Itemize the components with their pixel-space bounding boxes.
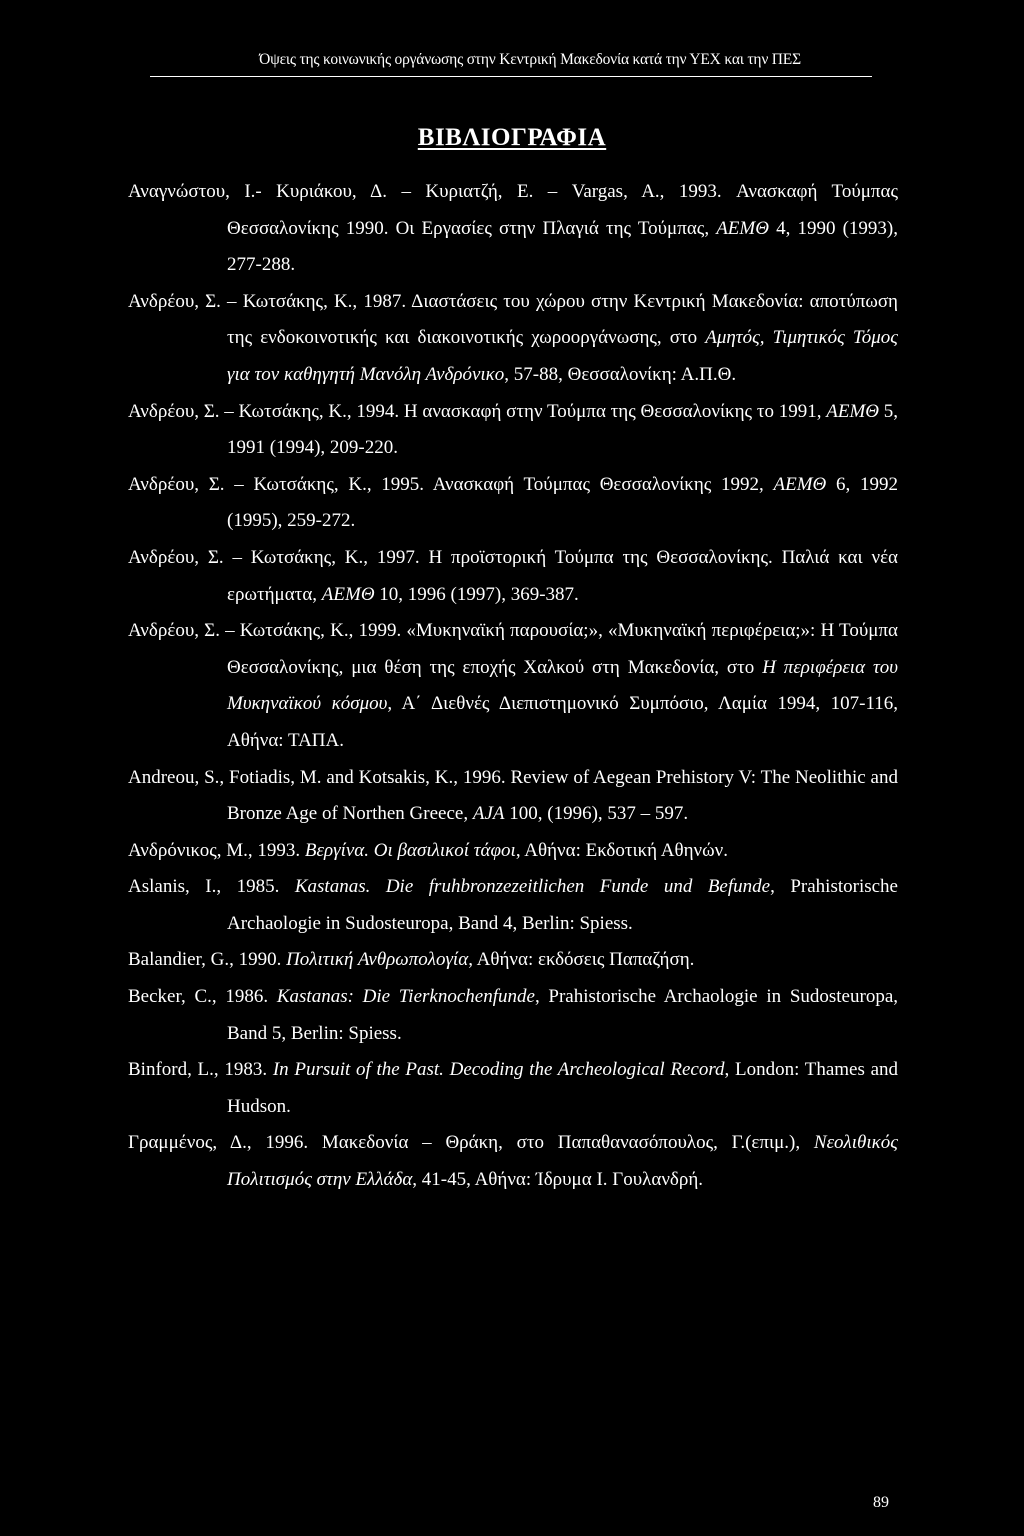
bibliography-entry xyxy=(128,540,898,613)
entry-italic-title: Αμητός, Τιμητικός Τόμος για τον καθηγητή Μανόλη Ανδρόνικο xyxy=(227,327,898,385)
page-number: 89 xyxy=(873,1494,889,1511)
bibliography-entry xyxy=(128,833,898,870)
entry-text: Andreou, S., Fotiadis, M. and Kotsakis, K., 1996. Review of Aegean Prehistory V: The Neolithic and Bronze Age of Northen Greece, xyxy=(128,766,898,825)
entry-text: , Prahistorische Archaologie in Sudosteuropa, Band 5, Berlin: Spiess. xyxy=(227,986,899,1044)
entry-text: , Αθήνα: εκδόσεις Παπαζήση. xyxy=(468,949,695,971)
entry-text: Ανδρέου, Σ. – Κωτσάκης, Κ., 1995. Ανασκαφή Τούμπας Θεσσαλονίκης 1992, xyxy=(128,473,774,495)
bibliography-entry xyxy=(128,760,898,833)
entry-italic-title: Kastanas. Die fruhbronzezeitlichen Funde und Befunde xyxy=(294,876,771,898)
entry-text: Ανδρέου, Σ. – Κωτσάκης, Κ., 1997. Η προϊστορική Τούμπα της Θεσσαλονίκης. Παλιά και νέα ερωτήματα, xyxy=(128,546,898,605)
entry-italic-title: ΑΕΜΘ xyxy=(773,473,827,495)
bibliography-entry xyxy=(128,467,898,540)
header-rule xyxy=(150,76,872,77)
bibliography-entry xyxy=(128,284,898,394)
entry-italic-title: In Pursuit of the Past. Decoding the Archeological Record xyxy=(272,1059,725,1081)
entry-text: 10, 1996 (1997), 369-387. xyxy=(374,583,579,605)
entry-text: , Prahistorische Archaologie in Sudosteuropa, Band 4, Berlin: Spiess. xyxy=(227,876,898,934)
entry-text: Ανδρέου, Σ. – Κωτσάκης, Κ., 1987. Διαστάσεις του χώρου στην Κεντρική Μακεδονία: αποτύπωση της ενδοκοινοτικής και διακοινοτικής χωροοργάνωσης, στο xyxy=(128,290,898,349)
entry-text: , Αθήνα: Εκδοτική Αθηνών. xyxy=(515,839,728,861)
bibliography-entry xyxy=(128,1052,898,1125)
entry-text: Ανδρέου, Σ. – Κωτσάκης, Κ., 1994. Η ανασκαφή στην Τούμπα της Θεσσαλονίκης το 1991, xyxy=(128,400,827,422)
entry-text: 4, 1990 (1993), 277-288. xyxy=(227,217,899,276)
entry-italic-title: AJA xyxy=(472,803,505,825)
entry-italic-title: Πολιτική Ανθρωπολογία xyxy=(286,949,469,971)
running-header: Όψεις της κοινωνικής οργάνωσης στην Κεντρική Μακεδονία κατά την ΥΕΧ και την ΠΕΣ xyxy=(259,51,801,68)
entry-text: Ανδρόνικος, Μ., 1993. xyxy=(128,839,305,861)
entry-italic-title: Βεργίνα. Οι βασιλικοί τάφοι xyxy=(304,839,516,861)
bibliography-entry xyxy=(128,394,898,467)
entry-text: 5, 1991 (1994), 209-220. xyxy=(227,400,899,459)
entry-italic-title: ΑΕΜΘ xyxy=(826,400,879,422)
bibliography-entry xyxy=(128,613,898,759)
bibliography-entry xyxy=(128,174,898,284)
bibliography-entry xyxy=(128,979,898,1052)
entry-text: Becker, C., 1986. xyxy=(128,986,277,1008)
entry-italic-title: ΑΕΜΘ xyxy=(321,583,375,605)
bibliography-entry xyxy=(128,942,898,979)
entry-italic-title: Η περιφέρεια του Μυκηναϊκού κόσμου xyxy=(227,656,898,715)
entry-text: Binford, L., 1983. xyxy=(128,1059,273,1081)
bibliography-entry xyxy=(128,869,898,942)
bibliography-list xyxy=(128,174,898,1199)
entry-text: , 57-88, Θεσσαλονίκη: Α.Π.Θ. xyxy=(504,363,737,385)
entry-italic-title: Νεολιθικός Πολιτισμός στην Ελλάδα xyxy=(227,1132,898,1191)
entry-text: Aslanis, I., 1985. xyxy=(128,876,295,898)
entry-italic-title: ΑΕΜΘ xyxy=(716,217,769,239)
entry-text: Balandier, G., 1990. xyxy=(128,949,287,971)
entry-text: , London: Thames and Hudson. xyxy=(227,1059,898,1117)
page-title: ΒΙΒΛΙΟΓΡΑΦΙΑ xyxy=(417,124,607,151)
bibliography-entry xyxy=(128,1125,898,1198)
entry-text: 6, 1992 (1995), 259-272. xyxy=(227,473,898,532)
entry-text: Γραμμένος, Δ., 1996. Μακεδονία – Θράκη, στο Παπαθανασόπουλος, Γ.(επιμ.), xyxy=(128,1132,814,1154)
entry-text: 100, (1996), 537 – 597. xyxy=(504,803,689,825)
entry-text: Αναγνώστου, Ι.- Κυριάκου, Δ. – Κυριατζή, Ε. – Vargas, A., 1993. Ανασκαφή Τούμπας Θεσσαλονίκης 1990. Οι Εργασίες στην Πλαγιά της Τούμπας, xyxy=(128,181,898,239)
entry-text: , Α΄ Διεθνές Διεπιστημονικό Συμπόσιο, Λαμία 1994, 107-116, Αθήνα: ΤΑΠΑ. xyxy=(227,693,898,751)
entry-text: , 41-45, Αθήνα: Ίδρυμα Ι. Γουλανδρή. xyxy=(412,1169,704,1191)
entry-text: Ανδρέου, Σ. – Κωτσάκης, Κ., 1999. «Μυκηναϊκή παρουσία;», «Μυκηναϊκή περιφέρεια;»: Η Τούμπα Θεσσαλονίκης, μια θέση της εποχής Χαλκού στη Μακεδονία, στο xyxy=(128,620,898,678)
entry-italic-title: Kastanas: Die Tierknochenfunde xyxy=(276,986,535,1008)
